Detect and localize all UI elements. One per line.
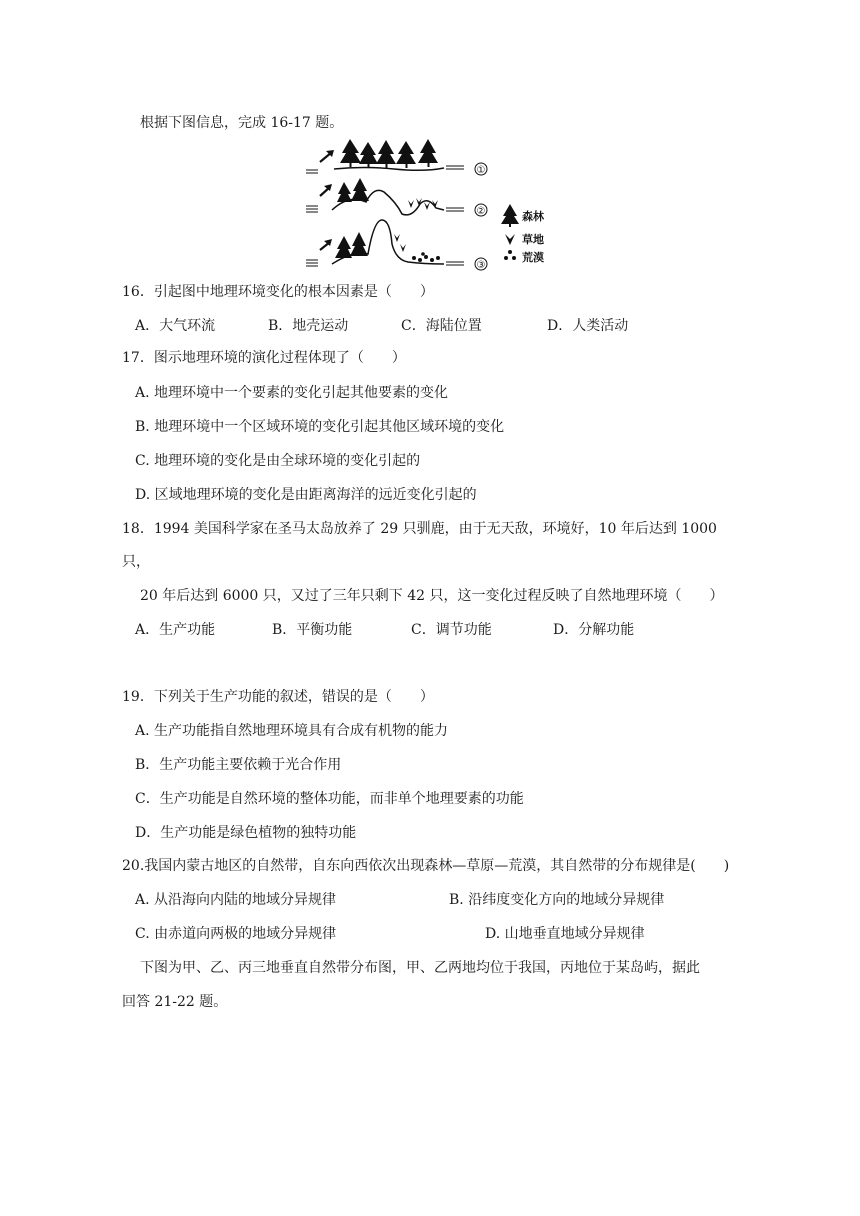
legend-forest-label: 森林 [522,210,544,223]
q16-option-d: D．人类活动 [547,318,629,334]
q18-stem-line2: 只， [122,554,150,570]
grass-symbols-row-3 [394,234,406,252]
q17-stem: 17．图示地理环境的演化过程体现了（ ） [122,350,406,366]
q18-option-b: B．平衡功能 [272,622,353,638]
intro-21-22-line2: 回答 21-22 题。 [122,994,228,1010]
q20-option-a: A. 从沿海向内陆的地域分异规律 [135,892,337,908]
q18-option-a: A．生产功能 [135,622,216,638]
legend-grass-icon [505,234,515,245]
q17-option-a: A. 地理环境中一个要素的变化引起其他要素的变化 [135,385,449,401]
legend-desert-label: 荒漠 [522,251,544,264]
desert-dots-row-3 [412,252,440,262]
legend-desert-icon [504,250,516,260]
q20-option-d: D. 山地垂直地域分异规律 [485,926,645,942]
q17-option-b: B. 地理环境中一个区域环境的变化引起其他区域环境的变化 [135,419,505,435]
q20-option-b: B. 沿纬度变化方向的地域分异规律 [449,892,665,908]
q19-option-b: B．生产功能主要依赖于光合作用 [135,757,342,773]
q18-option-c: C．调节功能 [411,622,492,638]
q16-option-b: B．地壳运动 [268,318,349,334]
q19-stem: 19．下列关于生产功能的叙述，错误的是（ ） [122,689,434,705]
q17-option-d: D. 区域地理环境的变化是由距离海洋的远近变化引起的 [135,487,477,503]
q16-stem: 16．引起图中地理环境变化的根本因素是（ ） [122,284,434,300]
q16-option-c: C．海陆位置 [401,318,482,334]
figure-label-2: ② [476,206,486,217]
q16-option-a: A．大气环流 [135,318,216,334]
forest-trees-row-2 [337,178,369,202]
intro-16-17: 根据下图信息，完成 16-17 题。 [140,115,344,131]
grass-symbols-row-2 [408,198,438,210]
q20-stem: 20.我国内蒙古地区的自然带，自东向西依次出现森林—草原—荒漠，其自然带的分布规律是( ) [122,858,730,874]
q18-option-d: D．分解功能 [553,622,635,638]
intro-21-22-line1: 下图为甲、乙、丙三地垂直自然带分布图，甲、乙两地均位于我国，丙地位于某岛屿，据此 [140,960,700,976]
landscape-evolution-figure [304,136,552,272]
q19-option-a: A. 生产功能指自然地理环境具有合成有机物的能力 [135,723,449,739]
legend-forest-icon [501,204,519,227]
figure-label-1: ① [476,165,486,176]
figure-label-3: ③ [476,260,486,271]
q20-option-c: C. 由赤道向两极的地域分异规律 [135,926,337,942]
q19-option-d: D．生产功能是绿色植物的独特功能 [135,825,357,841]
q17-option-c: C. 地理环境的变化是由全球环境的变化引起的 [135,453,421,469]
q18-stem-line3: 20 年后达到 6000 只，又过了三年只剩下 42 只，这一变化过程反映了自然地理环境（ ） [140,588,724,604]
q19-option-c: C．生产功能是自然环境的整体功能，而非单个地理要素的功能 [135,791,524,807]
forest-trees-row-1 [340,139,438,168]
legend-grass-label: 草地 [522,233,544,246]
q18-stem-line1: 18．1994 美国科学家在圣马太岛放养了 29 只驯鹿，由于无天敌，环境好，10 年后达到 1000 [122,521,717,537]
